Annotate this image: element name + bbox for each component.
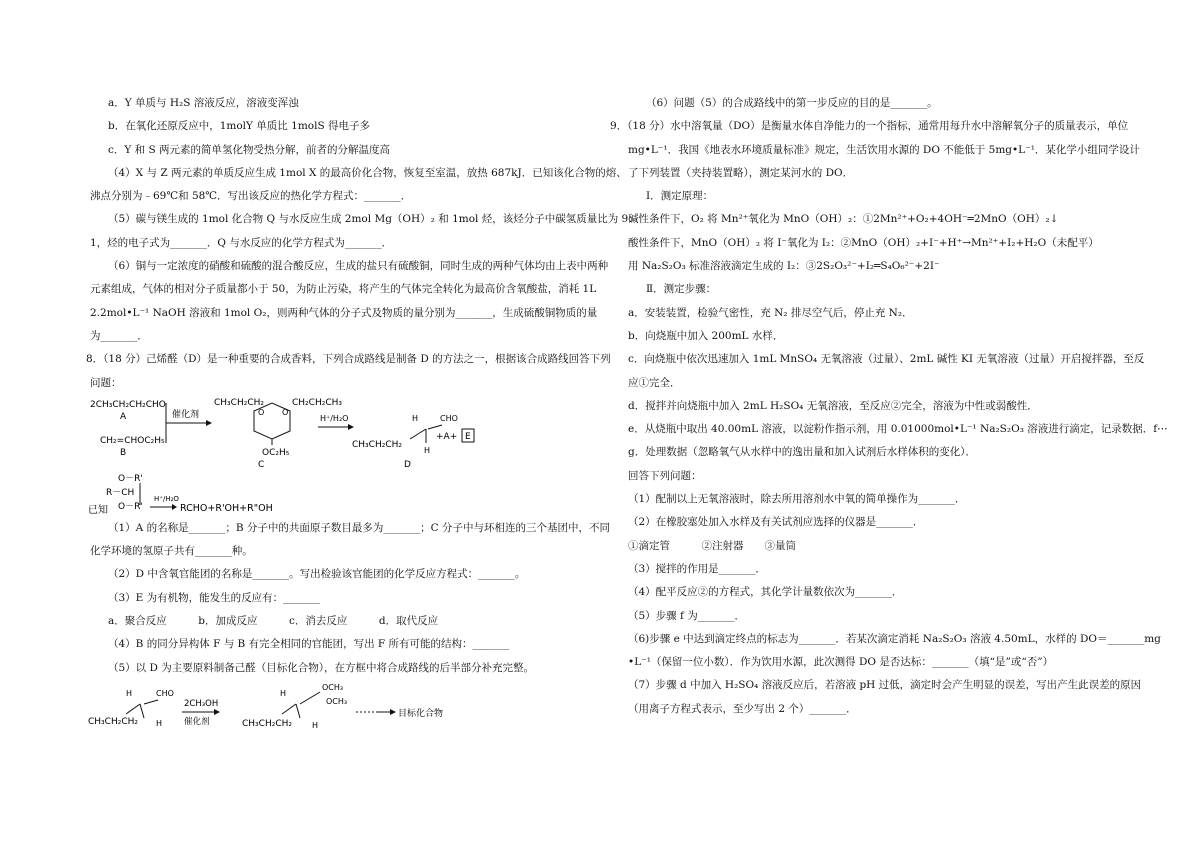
q8-4: （4）B 的同分异构体 F 与 B 有完全相同的官能团，写出 F 所有可能的结构：_______ <box>108 638 510 651</box>
step-a: a．安装装置，检验气密性，充 N₂ 排尽空气后，停止充 N₂． <box>628 306 913 319</box>
s2p-och3-1: OCH₃ <box>322 682 344 692</box>
step-g: g．处理数据（忽略氧气从水样中的逸出量和加入试剂后水样体积的变化）． <box>628 446 976 459</box>
q9-1: （1）配制以上无氧溶液时，除去所用溶剂水中氧的简单操作为_______． <box>628 493 966 506</box>
known-arrow-head <box>172 504 177 510</box>
s2p-bond-1 <box>282 704 296 714</box>
c-left-group: CH₃CH₂CH₂ <box>214 397 264 408</box>
s2-h-bot: H <box>156 718 163 728</box>
q9-title-cont2: 了下列装置（夹持装置略），测定某河水的 DO． <box>628 166 854 179</box>
s2-h-top: H <box>126 688 133 698</box>
s2-left: CH₃CH₂CH₂ <box>88 716 138 727</box>
right-column <box>610 92 1168 721</box>
s2-cho: CHO <box>156 688 174 698</box>
q9-2: （2）在橡胶塞处加入水样及有关试剂应选择的仪器是_______． <box>628 516 924 529</box>
s2p-bond-2 <box>296 704 300 718</box>
answer-heading: 回答下列问题： <box>628 469 702 482</box>
s2-bond-1 <box>126 704 140 714</box>
option-b: b．在氧化还原反应中，1molY 单质比 1molS 得电子多 <box>108 120 370 133</box>
known-products: RCHO+R'OH+R"OH <box>180 502 273 514</box>
known-rch: R－CH <box>106 487 135 498</box>
q9-title-cont1: mg•L⁻¹．我国《地表水环境质量标准》规定，生活饮用水源的 DO 不能低于 5mg•L⁻¹．某化学小组同学设计 <box>628 143 1140 156</box>
q8-title-cont: 问题： <box>90 376 122 389</box>
q7-4-line1: （4）X 与 Z 两元素的单质反应生成 1mol X 的最高价化合物，恢复至室温，放热 687kJ．已知该化合物的熔、 <box>108 166 627 179</box>
c-oet: OC₂H₅ <box>262 447 290 458</box>
ring-o1: O <box>258 407 265 417</box>
step-b: b．向烧瓶中加入 200mL 水样． <box>628 329 784 342</box>
q7-6-line3: 2.2mol•L⁻¹ NaOH 溶液和 1mol O₂，则两种气体的分子式及物质的量分别为_______，生成硫酸铜物质的量 <box>90 306 598 319</box>
d-h-top: H <box>412 413 419 423</box>
s2-catalyst: 催化剂 <box>184 716 210 727</box>
q9-6-line2: •L⁻¹（保留一位小数）．作为饮用水源，此次测得 DO 是否达标：_______（填“是”或“否”） <box>628 656 1054 669</box>
left-column <box>86 92 639 738</box>
principle-heading: Ⅰ．测定原理： <box>646 190 714 203</box>
label-e: E <box>465 431 471 442</box>
q8-title: 8．（18 分）己烯醛（D）是一种重要的合成香料，下列合成路线是制备 D 的方法之一，根据该合成路线回答下列 <box>86 353 611 366</box>
option-a: a．Y 单质与 H₂S 溶液反应，溶液变浑浊 <box>108 97 299 109</box>
c-right-group: CH₂CH₂CH₃ <box>292 397 342 408</box>
q7-5-line1: （5）碳与镁生成的 1mol 化合物 Q 与水反应生成 2mol Mg（OH）₂ 和 1mol 烃，该烃分子中碳氢质量比为 9： <box>108 213 639 226</box>
known-arrow-label: H⁺/H₂O <box>154 494 179 503</box>
q9-7-line1: （7）步骤 d 中加入 H₂SO₄ 溶液反应后，若溶液 pH 过低，滴定时会产生明显的误差，写出产生此误差的原因 <box>628 679 1142 692</box>
principle-2: 酸性条件下，MnO（OH）₂ 将 I⁻氧化为 I₂：②MnO（OH）₂+I⁻+H⁺→Mn²⁺+I₂+H₂O（未配平） <box>628 236 1099 249</box>
step-c: c．向烧瓶中依次迅速加入 1mL MnSO₄ 无氧溶液（过量）、2mL 碱性 KI 无氧溶液（过量）开启搅拌器，至反 <box>628 353 1145 366</box>
s2-arrow-2-head <box>390 709 396 715</box>
reactant-b: CH₂=CHOC₂H₅ <box>100 435 165 446</box>
q9-3: （3）搅拌的作用是_______． <box>628 562 766 575</box>
option-c: c．Y 和 S 两元素的简单氢化物受热分解，前者的分解温度高 <box>108 143 391 156</box>
q9-6-line1: （6)步骤 e 中达到滴定终点的标志为_______．若某次滴定消耗 Na₂S₂O₃ 溶液 4.50mL，水样的 DO＝_______mg <box>628 632 1161 645</box>
synthesis-scheme <box>86 395 596 471</box>
s2-reagent: 2CH₃OH <box>184 698 219 709</box>
s2p-h-top: H <box>280 688 287 698</box>
reactant-a: 2CH₃CH₂CH₂CHO <box>90 399 166 410</box>
s2p-och3-2: OCH₃ <box>326 696 348 706</box>
scheme2-svg <box>86 682 506 738</box>
q8-3-options: a．聚合反应 b．加成反应 c．消去反应 d．取代反应 <box>108 615 439 628</box>
s2p-bond-3 <box>300 692 320 704</box>
q9-5: （5）步骤 f 为_______． <box>628 609 745 622</box>
q8-2: （2）D 中含氧官能团的名称是_______。写出检验该官能团的化学反应方程式：_______。 <box>108 568 526 581</box>
known-svg <box>86 471 386 517</box>
q9-title: 9．（18 分）水中溶氧量（DO）是衡量水体自净能力的一个指标，通常用每升水中溶解氧分子的质量表示，单位 <box>610 120 1129 133</box>
known-prefix: 已知 <box>88 504 108 516</box>
d-bond-1 <box>410 429 426 439</box>
q9-7-line2: （用离子方程式表示，至少写出 2 个）_______． <box>628 702 857 715</box>
d-h-bot: H <box>424 445 431 455</box>
q8-3: （3）E 为有机物，能发生的反应有：_______ <box>108 591 320 604</box>
label-b: B <box>120 447 127 458</box>
synthesis-scheme-2 <box>86 682 596 738</box>
s2-bond-3 <box>144 700 158 704</box>
s2p-left: CH₃CH₂CH₂ <box>242 718 292 729</box>
label-d: D <box>404 459 411 470</box>
q8-6: （6）问题（5）的合成路线中的第一步反应的目的是_______。 <box>646 97 938 109</box>
q7-4-line2: 沸点分别为﹣69℃和 58℃．写出该反应的热化学方程式：_______． <box>90 190 412 203</box>
step-c-cont: 应①完全． <box>628 376 681 389</box>
q9-2-options: ①滴定管 ②注射器 ③量筒 <box>628 539 796 552</box>
s2-target: 目标化合物 <box>398 708 444 719</box>
known-reaction <box>86 471 596 517</box>
q8-5: （5）以 D 为主要原料制备己醛（目标化合物），在方框中将合成路线的后半部分补充完整。 <box>108 661 535 674</box>
d-cho: CHO <box>440 413 458 423</box>
principle-3: 用 Na₂S₂O₃ 标准溶液滴定生成的 I₂：③2S₂O₃²⁻+I₂═S₄O₆²⁻+2I⁻ <box>628 260 940 273</box>
steps-heading: Ⅱ．测定步骤： <box>646 283 717 296</box>
s2-bond-2 <box>140 704 144 718</box>
known-or2: O－R' <box>118 501 143 512</box>
reagent-2: H⁺/H₂O <box>320 413 349 423</box>
q9-4: （4）配平反应②的方程式，其化学计量数依次为_______． <box>628 586 903 599</box>
label-a: A <box>120 411 127 422</box>
scheme-svg <box>86 395 506 471</box>
q7-6-line4: 为_______． <box>90 329 148 342</box>
principle-1: 碱性条件下，O₂ 将 Mn²⁺氧化为 MnO（OH）₂：①2Mn²⁺+O₂+4OH⁻═2MnO（OH）₂↓ <box>628 213 1059 226</box>
s2-arrow-head <box>214 709 220 715</box>
step-d: d．搅拌并向烧瓶中加入 2mL H₂SO₄ 无氧溶液，至反应②完全，溶液为中性或弱酸性． <box>628 399 1038 412</box>
q8-1-line1: （1）A 的名称是_______；B 分子中的共面原子数目最多为_______；C 分子中与环相连的三个基团中，不同 <box>108 521 611 534</box>
q7-5-line2: 1，烃的电子式为_______．Q 与水反应的化学方程式为_______． <box>90 236 393 249</box>
ring-o2: O <box>282 407 289 417</box>
s2p-h-bot: H <box>312 720 319 730</box>
arrow-2-head <box>348 424 354 430</box>
known-or1: O－R' <box>118 473 143 484</box>
d-plus: +A+ <box>436 431 458 442</box>
q7-6-line2: 元素组成，气体的相对分子质量都小于 50，为防止污染，将产生的气体完全转化为最高价含氧酸盐，消耗 1L <box>90 283 597 296</box>
d-bond-3 <box>428 425 442 429</box>
label-c: C <box>258 459 265 470</box>
step-e: e．从烧瓶中取出 40.00mL 溶液，以淀粉作指示剂，用 0.01000mol•L⁻¹ Na₂S₂O₃ 溶液进行滴定，记录数据．f⋯ <box>628 423 1168 436</box>
arrow-1-head <box>206 420 212 426</box>
catalyst-1: 催化剂 <box>172 409 200 420</box>
q7-6-line1: （6）铜与一定浓度的硝酸和硫酸的混合酸反应，生成的盐只有硫酸铜，同时生成的两种气体均由上表中两种 <box>108 260 609 273</box>
d-left: CH₃CH₂CH₂ <box>352 439 402 450</box>
q8-1-line2: 化学环境的氢原子共有_______种。 <box>90 545 253 558</box>
